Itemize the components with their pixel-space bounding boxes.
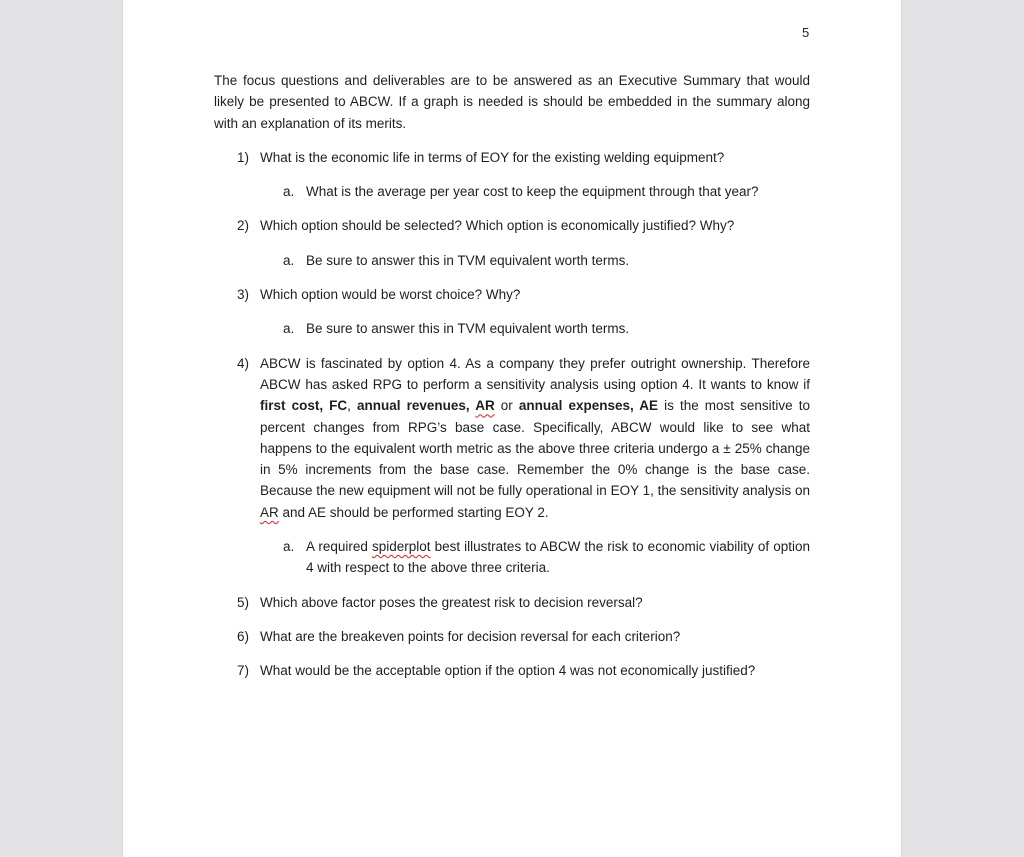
subquestion-text: What is the average per year cost to keep the equipment through that year? bbox=[306, 184, 759, 200]
question-1 bbox=[237, 147, 810, 168]
question-number: 6) bbox=[237, 628, 250, 644]
question-text: or bbox=[494, 398, 519, 414]
subquestion-text: best illustrates to ABCW the risk to economic viability of option 4 with respect to the above three criteria. bbox=[306, 539, 810, 576]
subquestion-text: Be sure to answer this in TVM equivalent worth terms. bbox=[306, 252, 630, 268]
question-number: 3) bbox=[237, 287, 250, 303]
bold-term-first-cost: first cost, FC bbox=[260, 398, 348, 414]
spellcheck-flagged-word: AR bbox=[475, 398, 495, 414]
intro-paragraph: The focus questions and deliverables are to be answered as an Executive Summary that would likely be presented to ABCW. If a graph is needed is should be embedded in the summary along with an explanation of its merits. bbox=[214, 73, 810, 131]
question-text: Which option would be worst choice? Why? bbox=[260, 287, 521, 303]
subquestion-letter: a. bbox=[283, 321, 295, 337]
spellcheck-flagged-word: AR bbox=[260, 504, 279, 520]
question-2 bbox=[237, 215, 810, 236]
question-text: ABCW is fascinated by option 4. As a company they prefer outright ownership. Therefore ABCW has asked RPG to perform a sensitivity analysis using option 4. It wants to know if bbox=[260, 355, 810, 392]
page-number: 5 bbox=[802, 25, 810, 40]
question-2a bbox=[283, 250, 810, 271]
question-text: is the most sensitive to percent changes from RPG’s base case. Specifically, ABCW would like to see what happens to the equivalent worth metric as the above three criteria undergo a ± 25% change in 5% increments from the base case. Remember the 0% change is the base case. Because the new equipment will not be fully operational in EOY 1, the sensitivity analysis on bbox=[260, 398, 810, 499]
subquestion-text: Be sure to answer this in TVM equivalent worth terms. bbox=[306, 321, 630, 337]
question-1a bbox=[283, 181, 810, 202]
question-7 bbox=[237, 660, 810, 681]
question-text: What would be the acceptable option if the option 4 was not economically justified? bbox=[260, 663, 756, 679]
question-number: 1) bbox=[237, 149, 250, 165]
question-number: 4) bbox=[237, 355, 250, 371]
question-6 bbox=[237, 626, 810, 647]
question-number: 7) bbox=[237, 663, 250, 679]
question-number: 2) bbox=[237, 218, 250, 234]
question-text: Which above factor poses the greatest risk to decision reversal? bbox=[260, 594, 643, 610]
question-4 bbox=[237, 353, 810, 523]
subquestion-letter: a. bbox=[283, 184, 295, 200]
question-3a bbox=[283, 318, 810, 339]
spellcheck-flagged-word: spiderplot bbox=[371, 539, 431, 555]
question-text: and AE should be performed starting EOY 2. bbox=[278, 504, 549, 520]
question-text: , bbox=[347, 398, 357, 414]
subquestion-letter: a. bbox=[283, 539, 295, 555]
question-text: What is the economic life in terms of EOY for the existing welding equipment? bbox=[260, 149, 725, 165]
bold-term-annual-expenses: annual expenses, AE bbox=[518, 398, 659, 414]
question-4a bbox=[283, 536, 810, 579]
question-3 bbox=[237, 284, 810, 305]
question-number: 5) bbox=[237, 594, 250, 610]
question-text: What are the breakeven points for decision reversal for each criterion? bbox=[260, 628, 681, 644]
document-body bbox=[214, 70, 810, 695]
bold-term-annual-revenues: annual revenues, bbox=[357, 398, 476, 414]
question-5 bbox=[237, 592, 810, 613]
document-page bbox=[123, 0, 901, 857]
subquestion-text: A required bbox=[306, 539, 372, 555]
subquestion-letter: a. bbox=[283, 252, 295, 268]
question-text: Which option should be selected? Which option is economically justified? Why? bbox=[260, 218, 735, 234]
